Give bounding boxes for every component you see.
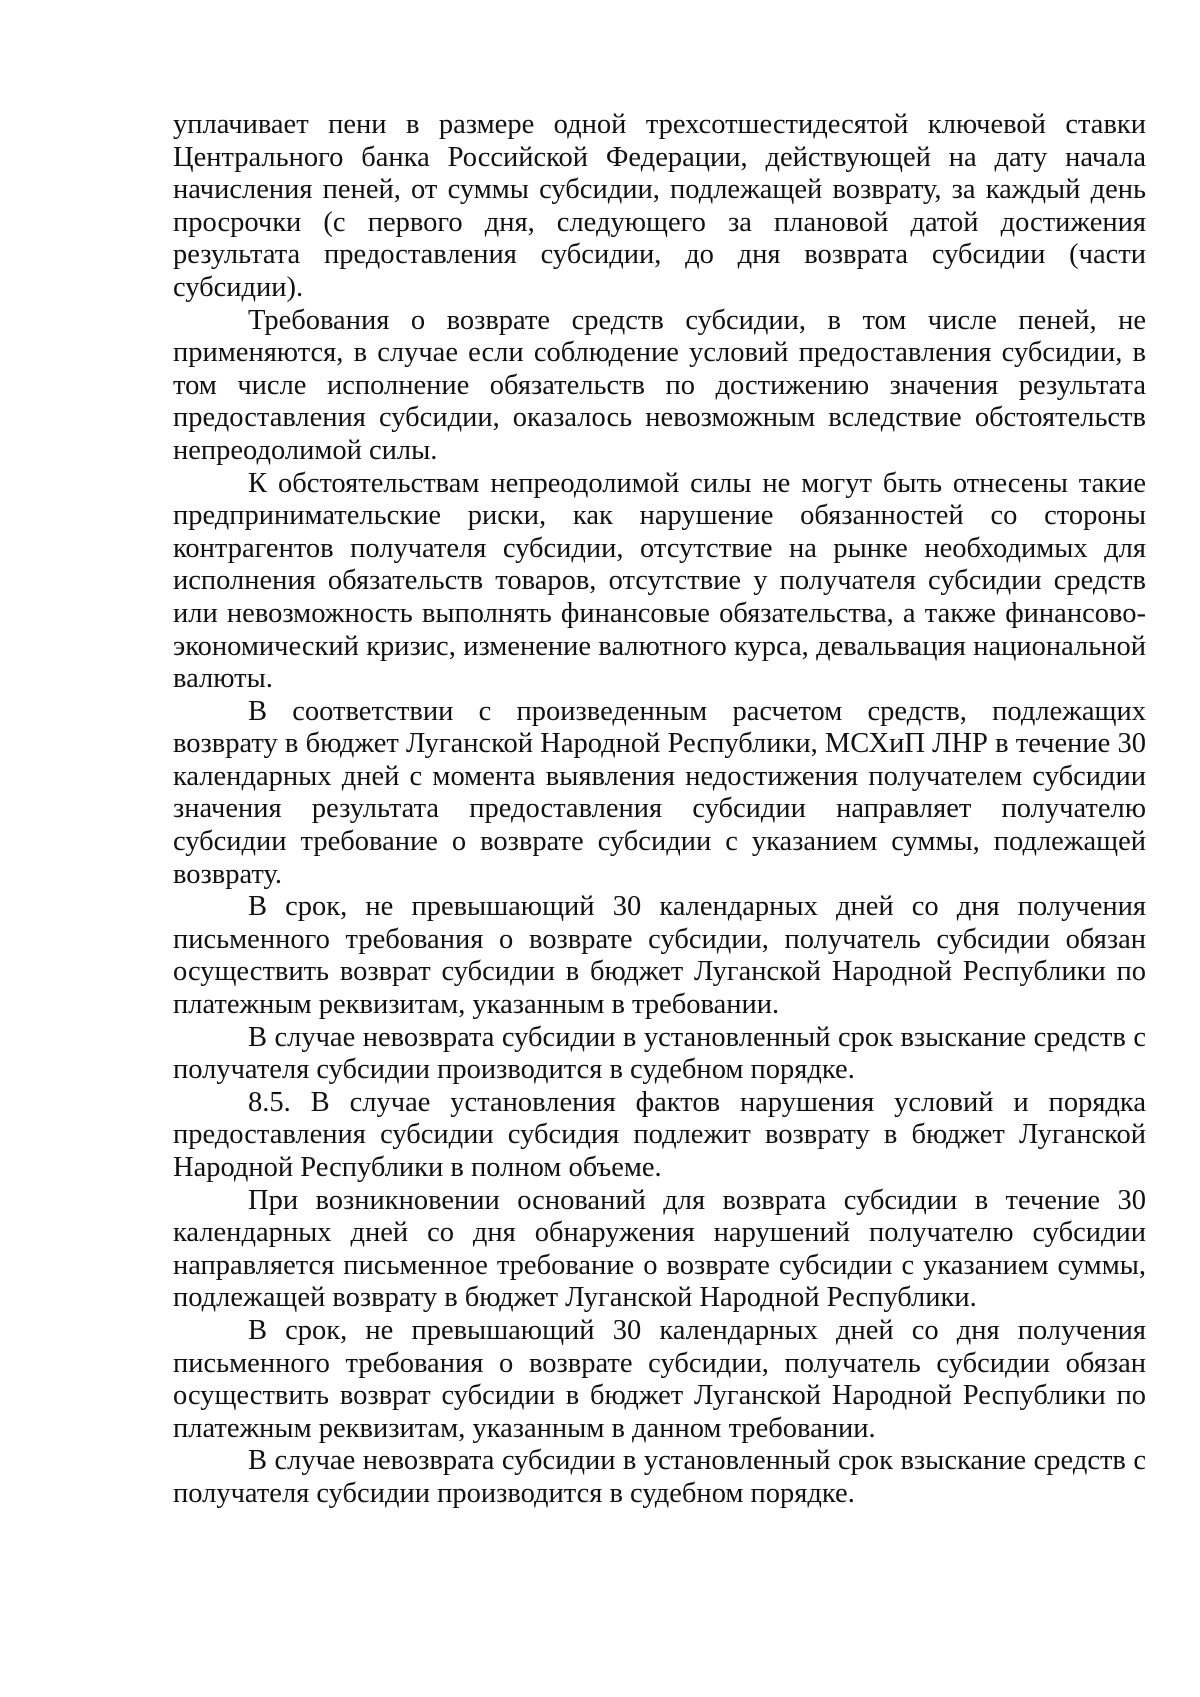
document-page <box>173 109 1146 1511</box>
paragraph-return-deadline: В срок, не превышающий 30 календарных дней со дня получения письменного требования о возврате субсидии, получатель субсидии обязан осуществить возврат субсидии в бюджет Луганской Народной Республики по платежным реквизитам, указанным в требовании. <box>173 891 1146 1021</box>
paragraph-penalty-continuation: уплачивает пени в размере одной трехсотшестидесятой ключевой ставки Центрального банка Российской Федерации, действующей на дату начала начисления пеней, от суммы субсидии, подлежащей возврату, за каждый день просрочки (с первого дня, следующего за плановой датой достижения результата предоставления субсидии, до дня возврата субсидии (части субсидии). <box>173 109 1146 303</box>
paragraph-judicial-recovery: В случае невозврата субсидии в установленный срок взыскание средств с получателя субсидии производится в судебном порядке. <box>173 1021 1146 1086</box>
paragraph-return-demand: В соответствии с произведенным расчетом средств, подлежащих возврату в бюджет Луганской Народной Республики, МСХиП ЛНР в течение 30 календарных дней с момента выявления недостижения получателем субсидии значения результата предоставления субсидии направляет получателю субсидии требование о возврате субсидии с указанием суммы, подлежащей возврату. <box>173 695 1146 890</box>
paragraph-violation-return-deadline: В срок, не превышающий 30 календарных дней со дня получения письменного требования о возврате субсидии, получатель субсидии обязан осуществить возврат субсидии в бюджет Луганской Народной Республики по платежным реквизитам, указанным в данном требовании. <box>173 1314 1146 1444</box>
paragraph-violation-notice: При возникновении оснований для возврата субсидии в течение 30 календарных дней со дня обнаружения нарушений получателю субсидии направляется письменное требование о возврате субсидии с указанием суммы, подлежащей возврату в бюджет Луганской Народной Республики. <box>173 1184 1146 1314</box>
paragraph-force-majeure-exclusions: К обстоятельствам непреодолимой силы не могут быть отнесены такие предпринимательские риски, как нарушение обязанностей со стороны контрагентов получателя субсидии, отсутствие на рынке необходимых для исполнения обязательств товаров, отсутствие у получателя субсидии средств или невозможность выполнять финансовые обязательства, а также финансово-экономический кризис, изменение валютного курса, девальвация национальной валюты. <box>173 467 1146 695</box>
paragraph-force-majeure-exemption: Требования о возврате средств субсидии, в том числе пеней, не применяются, в случае если соблюдение условий предоставления субсидии, в том числе исполнение обязательств по достижению значения результата предоставления субсидии, оказалось невозможным вследствие обстоятельств непреодолимой силы. <box>173 304 1146 466</box>
paragraph-section-8-5: 8.5. В случае установления фактов нарушения условий и порядка предоставления субсидии субсидия подлежит возврату в бюджет Луганской Народной Республики в полном объеме. <box>173 1086 1146 1183</box>
paragraph-violation-judicial-recovery: В случае невозврата субсидии в установленный срок взыскание средств с получателя субсидии производится в судебном порядке. <box>173 1445 1146 1509</box>
